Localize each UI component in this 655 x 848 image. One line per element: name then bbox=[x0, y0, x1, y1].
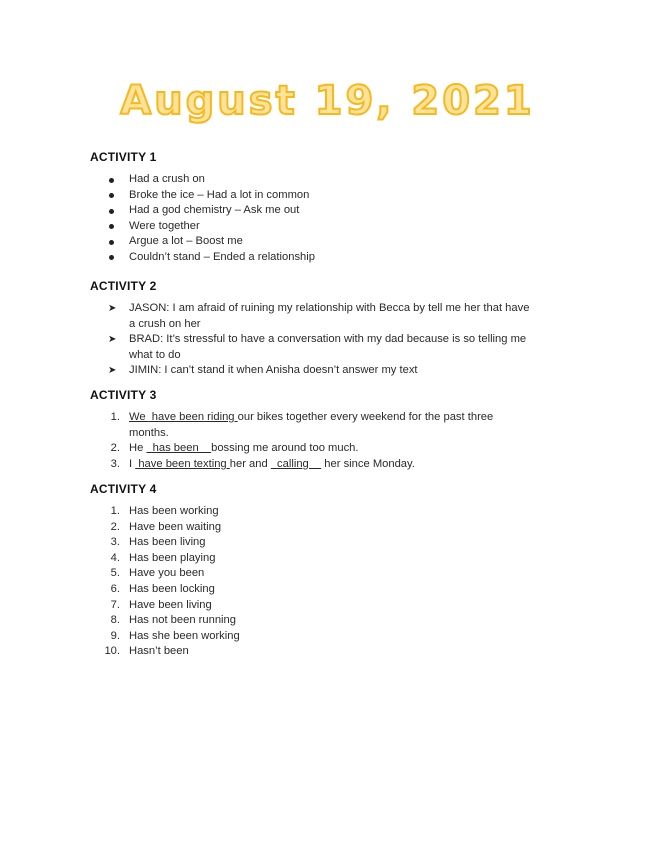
list-item: Had a crush on bbox=[90, 172, 580, 188]
arrow-bullet-icon: ➤ bbox=[108, 334, 117, 346]
bullet-icon bbox=[109, 193, 114, 198]
list-item: 2. Have been waiting bbox=[110, 520, 222, 533]
list-item: Argue a lot – Boost me bbox=[90, 234, 580, 250]
activity-3-list bbox=[90, 410, 580, 472]
bullet-icon bbox=[109, 240, 114, 245]
list-item: 3. Has been living bbox=[110, 536, 206, 549]
list-item: Had a god chemistry – Ask me out bbox=[90, 203, 580, 219]
arrow-bullet-icon: ➤ bbox=[108, 303, 117, 314]
list-item: Broke the ice – Had a lot in common bbox=[90, 188, 580, 204]
activity-1-section bbox=[90, 150, 580, 266]
list-item: 8. Has not been running bbox=[110, 614, 236, 627]
list-item: ➤ JIMIN: I can’t stand it when Anisha doesn’t answer my text bbox=[90, 363, 580, 379]
list-item: ➤ JASON: I am afraid of ruining my relationship with Becca by tell me her that have a crush on her bbox=[108, 302, 530, 330]
activity-4-section bbox=[90, 482, 580, 660]
activity-2-list bbox=[90, 301, 580, 379]
list-item: 7. Have been living bbox=[110, 598, 212, 611]
list-item: ➤ BRAD: It’s stressful to have a conversation with my dad because is so telling me what to do bbox=[108, 333, 527, 361]
list-item: 10. Hasn’t been bbox=[104, 645, 189, 658]
answer-blank: calling bbox=[270, 457, 322, 470]
answer-blank: have been texting bbox=[135, 457, 230, 470]
activity-2-heading: ACTIVITY 2 bbox=[90, 279, 157, 293]
page-title: August 19, 2021 bbox=[120, 78, 535, 124]
list-item: 1. We have been riding our bikes together every weekend for the past three months. bbox=[110, 411, 494, 439]
answer-blank: has been bbox=[146, 442, 212, 455]
activity-1-heading: ACTIVITY 1 bbox=[90, 150, 157, 164]
activity-2-section bbox=[90, 279, 580, 379]
list-item: 4. Has been playing bbox=[110, 551, 216, 564]
activity-4-list bbox=[90, 504, 580, 660]
activity-3-section bbox=[90, 388, 580, 472]
activity-1-list bbox=[90, 172, 580, 266]
answer-blank: have been riding bbox=[148, 411, 238, 423]
bullet-icon bbox=[109, 255, 114, 260]
bullet-icon bbox=[109, 224, 114, 229]
list-item: 6. Has been locking bbox=[110, 582, 215, 595]
bullet-icon bbox=[109, 178, 114, 183]
list-item: Were together bbox=[90, 219, 580, 235]
list-item: 3. I have been texting her and calling her since Monday. bbox=[110, 457, 415, 470]
list-item: 5. Have you been bbox=[110, 567, 205, 580]
activity-3-heading: ACTIVITY 3 bbox=[90, 388, 157, 402]
arrow-bullet-icon: ➤ bbox=[108, 365, 117, 377]
list-item: Couldn’t stand – Ended a relationship bbox=[90, 250, 580, 266]
list-item: 9. Has she been working bbox=[110, 629, 240, 642]
list-item: 2. He has been bossing me around too much. bbox=[110, 442, 359, 455]
activity-4-heading: ACTIVITY 4 bbox=[90, 482, 157, 496]
bullet-icon bbox=[109, 209, 114, 214]
list-item: 1. Has been working bbox=[110, 505, 219, 517]
